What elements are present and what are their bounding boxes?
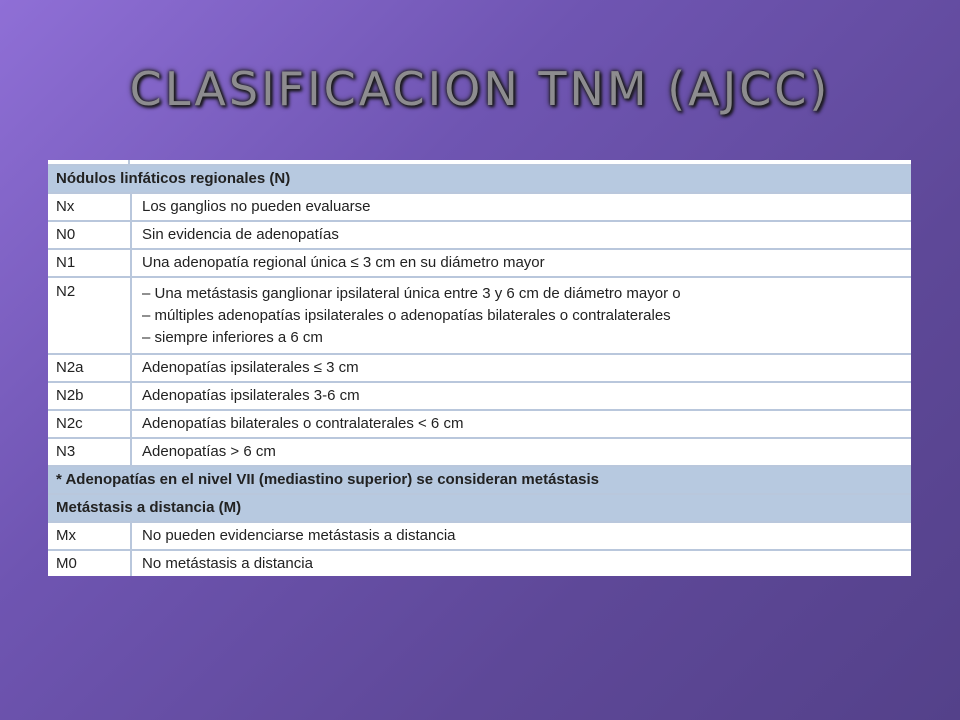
row-description: Adenopatías ipsilaterales ≤ 3 cm [131, 354, 911, 382]
row-code: Mx [48, 522, 131, 550]
row-code: N3 [48, 438, 131, 466]
table-row [48, 410, 911, 438]
row-description: No metástasis a distancia [131, 550, 911, 576]
tnm-table-image [48, 160, 911, 576]
table-row [48, 438, 911, 466]
table-top-divider [128, 160, 130, 166]
row-code: N2b [48, 382, 131, 410]
row-code: N1 [48, 249, 131, 277]
table-note: * Adenopatías en el nivel VII (mediastino superior) se consideran metástasis [48, 466, 911, 494]
row-description: Adenopatías bilaterales o contralaterales < 6 cm [131, 410, 911, 438]
table-row [48, 382, 911, 410]
row-code: Nx [48, 193, 131, 221]
n2-line: – Una metástasis ganglionar ipsilateral única entre 3 y 6 cm de diámetro mayor o [142, 284, 681, 302]
row-code: N2a [48, 354, 131, 382]
section-header-m: Metástasis a distancia (M) [48, 494, 911, 522]
row-description: Una adenopatía regional única ≤ 3 cm en su diámetro mayor [131, 249, 911, 277]
table-row [48, 193, 911, 221]
n2-line: – múltiples adenopatías ipsilaterales o adenopatías bilaterales o contralaterales [142, 306, 671, 324]
table-row [48, 354, 911, 382]
row-code: N2 [48, 277, 131, 354]
table-row [48, 550, 911, 576]
slide-title: CLASIFICACION TNM (AJCC) [129, 62, 831, 116]
table-row [48, 249, 911, 277]
row-description: Sin evidencia de adenopatías [131, 221, 911, 249]
section-header-n: Nódulos linfáticos regionales (N) [48, 165, 911, 193]
table-row-n2 [48, 277, 911, 354]
row-description: Adenopatías > 6 cm [131, 438, 911, 466]
row-code: N0 [48, 221, 131, 249]
row-code: N2c [48, 410, 131, 438]
tnm-table [48, 164, 911, 576]
table-row [48, 221, 911, 249]
row-description: Adenopatías ipsilaterales 3-6 cm [131, 382, 911, 410]
table-row [48, 522, 911, 550]
row-code: M0 [48, 550, 131, 576]
row-description: No pueden evidenciarse metástasis a distancia [131, 522, 911, 550]
row-description: Los ganglios no pueden evaluarse [131, 193, 911, 221]
n2-line: – siempre inferiores a 6 cm [142, 328, 323, 346]
row-description-multiline [131, 277, 911, 354]
